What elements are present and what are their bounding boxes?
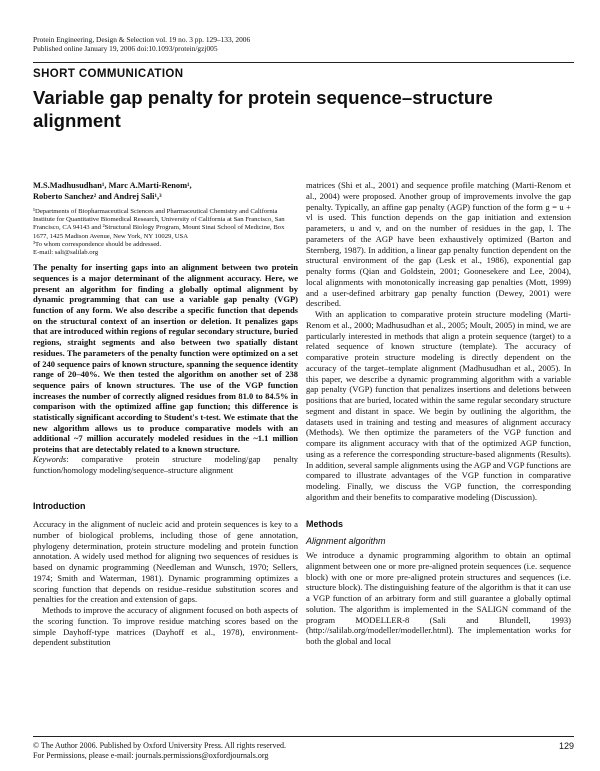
authors-line-2: Roberto Sanchez² and Andrej Sali¹,³ bbox=[33, 192, 162, 201]
header-rule bbox=[33, 62, 574, 63]
methods-heading: Methods bbox=[306, 518, 343, 529]
intro-paragraph-1: Accuracy in the alignment of nucleic acid and protein sequences is key to a number of biological problems, including those of gene annotation, phylogeny determination, protein structure modeling and protein function annotation. A widely used method for aligning two sequences of residues is based on dynamic programming (Needleman and Wunsch, 1970; Sellers, 1974; Smith and Waterman, 1981). Dynamic programming optimizes a scoring function that depends on residue–residue substitution scores and penalties for the creation and extension of gaps. bbox=[33, 519, 298, 605]
permissions-notice: For Permissions, please e-mail: journals.permissions@oxfordjournals.org bbox=[33, 751, 269, 760]
journal-header bbox=[33, 35, 250, 54]
journal-citation: Protein Engineering, Design & Selection vol. 19 no. 3 pp. 129–133, 2006 bbox=[33, 35, 251, 44]
journal-doi: Published online January 19, 2006 doi:10.1093/protein/gzj005 bbox=[33, 44, 218, 54]
methods-paragraph-1: We introduce a dynamic programming algorithm to obtain an optimal alignment between one or more pre-aligned protein sequences (i.e. sequence block) with one or more pre-aligned protein structures and sequences (i.e. structure block). The distinguishing feature of the algorithm is that it can use a VGP function of an arbitrary form and still guarantee a globally optimal solution. The algorithm is implemented in the SALIGN command of the program MODELLER-8 (Sali and Blundell, 1993) (http://salilab.org/modeller/modeller.html). The implementation works for both the global and local bbox=[306, 550, 571, 646]
intro-paragraph-4: With an application to comparative protein structure modeling (Marti-Renom et al., 2000; Madhusudhan et al., 2005; Moult, 2005) in mind, we are particularly interested in methods that align a protein sequence (target) to a related sequence of known structure (template). The accuracy of comparative protein structure modeling is directly dependent on the accuracy of the target–template alignment (Madhusudhan et al., 2005). In this paper, we describe a dynamic programming algorithm with a variable gap penalty (VGP) function that penalizes insertions and deletions between positions that are buried, located within the same regular secondary structure segment and distant in space. We begin by outlining the algorithm, the datasets used in training and testing and measures of alignment accuracy (Methods). We then optimize the parameters of the VGP function and compare its alignment accuracy with that of the optimized AGP function, using as a reference the corresponding structure-based alignments (Results). In addition, several sample alignments using the AGP and VGP functions are compared to illustrate advantages of the VGP function in comparative modeling. Finally, we discuss the VGP function, the corresponding algorithm and their benefits to comparative modeling (Discussion). bbox=[306, 309, 571, 502]
left-column bbox=[33, 180, 298, 648]
author-list bbox=[33, 180, 298, 202]
copyright-notice: © The Author 2006. Published by Oxford University Press. All rights reserved. bbox=[33, 741, 287, 750]
keywords bbox=[33, 455, 298, 476]
alignment-algorithm-heading: Alignment algorithm bbox=[306, 536, 386, 547]
footer-rule bbox=[33, 736, 574, 737]
article-type: SHORT COMMUNICATION bbox=[33, 68, 184, 80]
correspondence-note: ³To whom correspondence should be addressed. bbox=[33, 240, 162, 248]
article-title: Variable gap penalty for protein sequence–structure alignment bbox=[33, 87, 493, 131]
authors-line-1: M.S.Madhusudhan¹, Marc A.Marti-Renom¹, bbox=[33, 181, 192, 190]
intro-paragraph-2: Methods to improve the accuracy of alignment focused on both aspects of the scoring function. To improve residue matching scores based on the simple Dayhoff-type matrices (Dayhoff et al., 1978), environment-dependent substitution bbox=[33, 605, 298, 648]
correspondence bbox=[33, 241, 298, 257]
introduction-heading: Introduction bbox=[33, 501, 86, 512]
affiliations: ¹Departments of Biopharmaceutical Sciences and Pharmaceutical Chemistry and California Institute for Quantitative Biomedical Research, University of California at San Francisco, San Francisco, CA 94143 and ²Structural Biology Program, Mount Sinai School of Medicine, Box 1677, 1425 Madison Avenue, New York, NY 10029, USA bbox=[33, 208, 285, 240]
right-column bbox=[306, 180, 571, 647]
intro-paragraph-3: matrices (Shi et al., 2001) and sequence profile matching (Marti-Renom et al., 2004) were proposed. Another group of improvements involve the gap penalty. Typically, an affine gap penalty (AGP) function of the form g = u + vl is used. This function depends on the gap initiation and extension parameters, u and v, and on the number of residues in the gap, l. The parameters of the AGP have been exhaustively optimized (Barton and Sternberg, 1987). In addition, a linear gap penalty function dependent on the structural environment of the gap (Lesk et al., 1986), exponential gap penalty forms (Qian and Goldstein, 2001; Goonesekere and Lee, 2004), local alignments with monotonically increasing gap penalties (Mott, 1999) and a user-defined arbitrary gap penalty function (Dewey, 2001) were described. bbox=[306, 180, 571, 309]
correspondence-email: E-mail: sali@salilab.org bbox=[33, 249, 99, 257]
keywords-label: Keywords bbox=[33, 454, 67, 464]
section-spacer bbox=[306, 503, 571, 519]
page-number: 129 bbox=[558, 741, 574, 751]
keywords-text: : comparative protein structure modeling/gap penalty function/homology modeling/sequence–structure alignment bbox=[33, 454, 298, 475]
page-footer bbox=[33, 741, 574, 761]
abstract: The penalty for inserting gaps into an alignment between two protein sequences is a major determinant of the alignment accuracy. Here, we present an algorithm for finding a globally optimal alignment by dynamic programming that can use a variable gap penalty (VGP) function of any form. We also describe a specific function that depends on the structural context of an insertion or deletion. It penalizes gaps that are introduced within regions of regular secondary structure, buried regions, straight segments and also between two spatially distant residues. The parameters of the penalty function were optimized on a set of 240 sequence pairs of known structure, spanning the sequence identity range of 20–40%. We then tested the algorithm on another set of 238 sequence pairs of known structures. The use of the VGP function increases the number of correctly aligned residues from 81.0 to 84.5% in comparison with the optimized affine gap function; this difference is statistically significant according to Student's t-test. We estimate that the new algorithm allows us to produce comparative models with an additional ~7 million accurately modeled residues in the ~1.1 million proteins that are detectably related to a known structure. bbox=[33, 262, 298, 455]
